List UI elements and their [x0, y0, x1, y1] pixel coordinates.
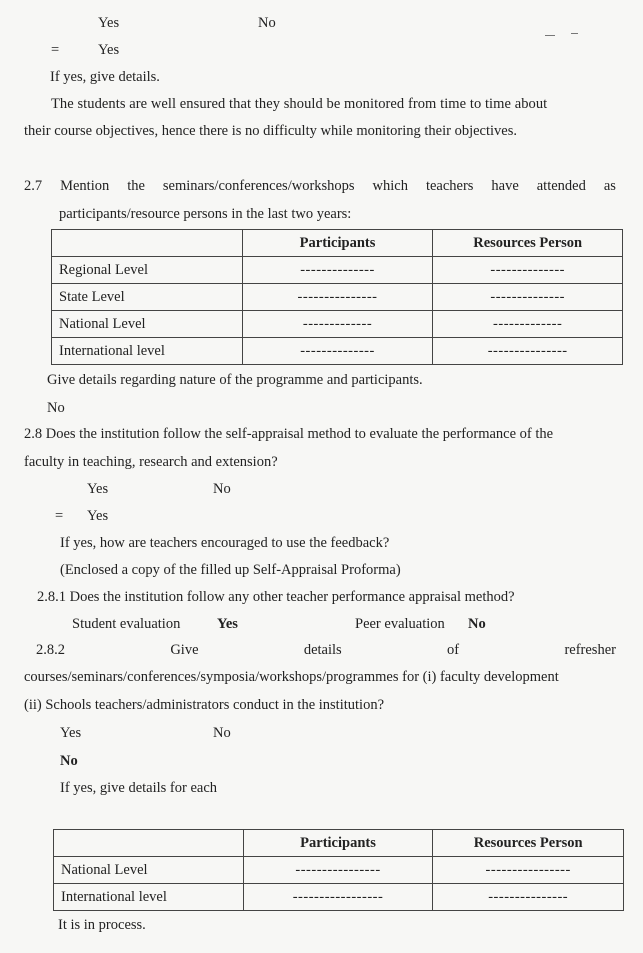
header-resources-person: Resources Person	[433, 230, 623, 257]
details-prompt: Give details regarding nature of the programme and participants.	[47, 372, 423, 388]
header-participants: Participants	[243, 830, 433, 857]
option-yes: Yes	[98, 15, 120, 31]
equals-sign: =	[55, 508, 64, 524]
if-yes-prompt: If yes, how are teachers encouraged to use the feedback?	[60, 535, 390, 551]
answer-yes: Yes	[87, 508, 109, 524]
seminars-table	[51, 229, 623, 365]
enclosed-note: (Enclosed a copy of the filled up Self-Appraisal Proforma)	[60, 562, 401, 578]
answer-no: No	[60, 753, 78, 769]
row-resource: --------------	[433, 284, 623, 311]
student-evaluation-value: Yes	[217, 616, 238, 632]
table-row	[54, 884, 624, 911]
if-yes-prompt: If yes, give details for each	[60, 780, 218, 796]
student-evaluation-label: Student evaluation	[72, 616, 181, 632]
row-resource: --------------	[433, 257, 623, 284]
row-resource: ---------------	[433, 338, 623, 365]
table-row	[52, 338, 623, 365]
row-level: International level	[54, 884, 244, 911]
question-2-8-2-line3: (ii) Schools teachers/administrators conduct in the institution?	[24, 697, 385, 713]
row-participants: -------------	[242, 311, 433, 338]
question-2-7-line2: participants/resource persons in the last two years:	[59, 206, 352, 222]
option-no: No	[258, 15, 276, 31]
table-header-row	[52, 230, 623, 257]
answer-paragraph-line: their course objectives, hence there is no difficulty while monitoring their objectives.	[24, 123, 517, 139]
peer-evaluation-value: No	[468, 616, 486, 632]
question-2-8-line2: faculty in teaching, research and extension?	[24, 454, 278, 470]
table-header-row	[54, 830, 624, 857]
table-row	[52, 257, 623, 284]
question-2-8-1: 2.8.1 Does the institution follow any other teacher performance appraisal method?	[37, 589, 515, 605]
table-row	[54, 857, 624, 884]
answer-no: No	[47, 400, 65, 416]
row-participants: -----------------	[243, 884, 433, 911]
row-resource: -------------	[433, 311, 623, 338]
row-participants: --------------	[242, 257, 433, 284]
row-level: National Level	[54, 857, 244, 884]
row-level: International level	[52, 338, 243, 365]
refresher-table	[53, 829, 624, 911]
question-2-8-2-line2: courses/seminars/conferences/symposia/workshops/programmes for (i) faculty development	[24, 669, 559, 685]
scan-mark	[571, 33, 578, 34]
answer-paragraph-line: The students are well ensured that they should be monitored from time to time about	[51, 96, 548, 112]
question-2-8-2: 2.8.2 Give details of refresher	[36, 642, 616, 658]
header-resources-person: Resources Person	[433, 830, 624, 857]
row-participants: ----------------	[243, 857, 433, 884]
answer-yes: Yes	[98, 42, 120, 58]
header-participants: Participants	[242, 230, 433, 257]
question-2-7: 2.7 Mention the seminars/conferences/workshops which teachers have attended as	[24, 178, 616, 194]
table-row	[52, 284, 623, 311]
scan-mark	[545, 35, 555, 36]
option-yes: Yes	[87, 481, 109, 497]
equals-sign: =	[51, 42, 60, 58]
status-text: It is in process.	[58, 917, 146, 933]
row-participants: --------------	[242, 338, 433, 365]
if-yes-prompt: If yes, give details.	[50, 69, 160, 85]
peer-evaluation-label: Peer evaluation	[355, 616, 445, 632]
row-resource: ---------------	[433, 884, 624, 911]
row-participants: ---------------	[242, 284, 433, 311]
row-level: Regional Level	[52, 257, 243, 284]
header-cell	[54, 830, 244, 857]
option-yes: Yes	[60, 725, 82, 741]
row-resource: ----------------	[433, 857, 624, 884]
row-level: National Level	[52, 311, 243, 338]
table-row	[52, 311, 623, 338]
option-no: No	[213, 725, 231, 741]
option-no: No	[213, 481, 231, 497]
question-2-8: 2.8 Does the institution follow the self-appraisal method to evaluate the performance of the	[24, 426, 554, 442]
header-cell	[52, 230, 243, 257]
row-level: State Level	[52, 284, 243, 311]
